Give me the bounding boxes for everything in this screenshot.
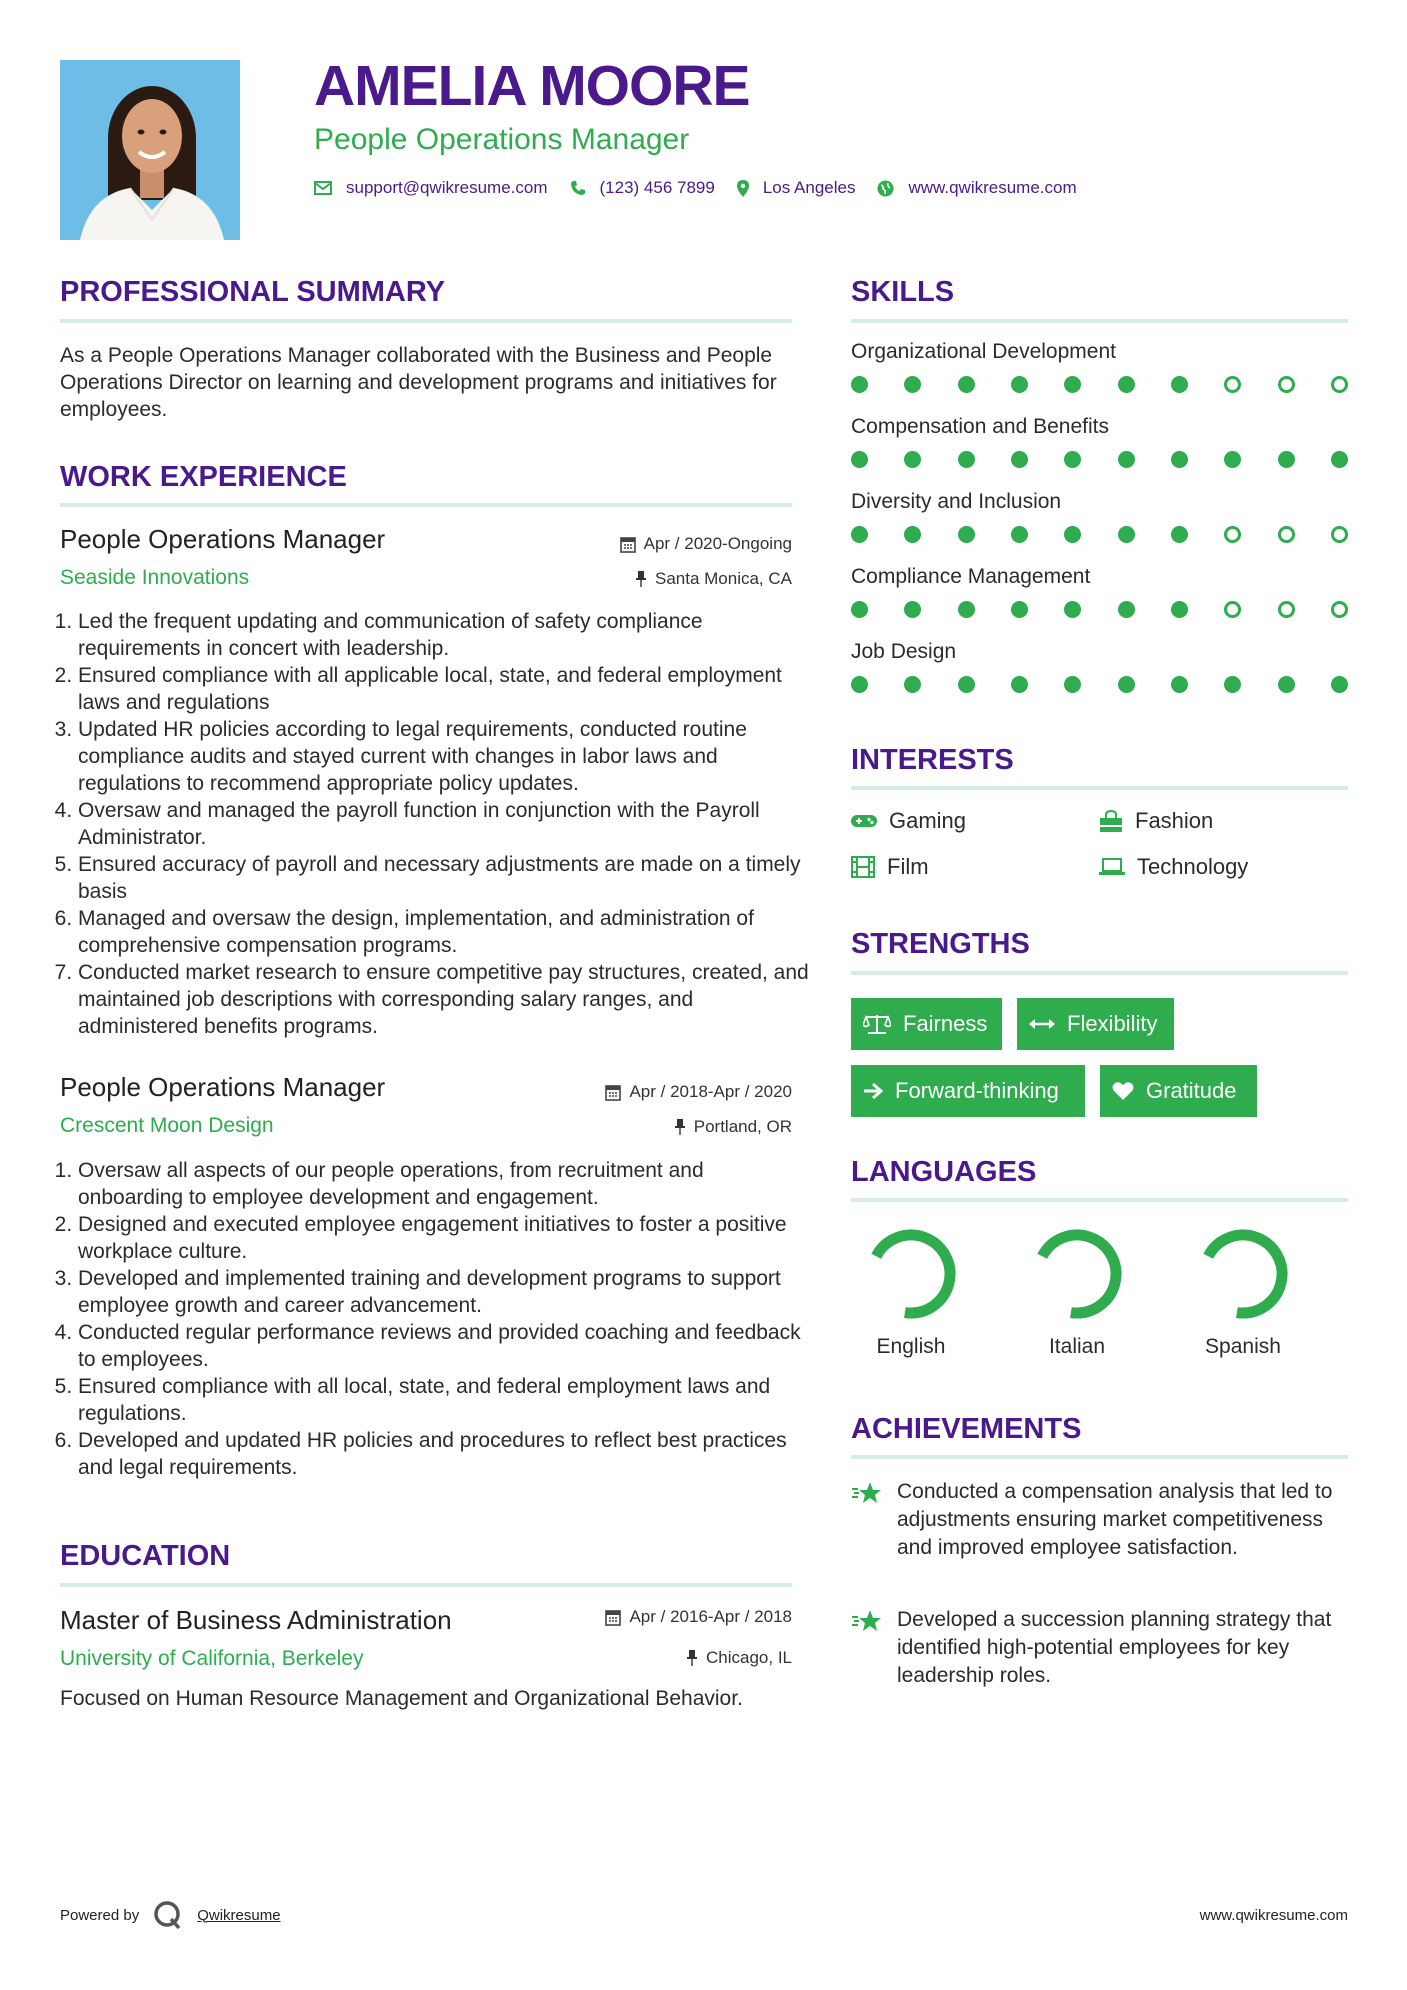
skill-dot-filled: [904, 376, 921, 393]
education-dates: [605, 1607, 792, 1627]
profile-photo: [60, 60, 240, 240]
pin-icon: [635, 571, 647, 587]
skill-dot-empty: [1278, 526, 1295, 543]
achievement-text: Developed a succession planning strategy that identified high-potential employees for key leadership roles.: [897, 1608, 1332, 1687]
powered-by-label: Powered by: [60, 1906, 140, 1924]
skill-name: Compliance Management: [851, 565, 1091, 588]
calendar-icon: [605, 1084, 621, 1101]
candidate-title: People Operations Manager: [314, 123, 690, 156]
contact-phone-text: (123) 456 7899: [599, 178, 715, 197]
list-item: 1. Led the frequent updating and communication of safety compliance requirements in concert with leadership.: [78, 608, 810, 662]
contact-location-text: Los Angeles: [762, 178, 856, 197]
skills-heading: SKILLS: [851, 276, 955, 308]
arrows-horizontal-icon: [1029, 1017, 1055, 1031]
list-item: 7. Conducted market research to ensure competitive pay structures, created, and maintained job descriptions with corresponding salary ranges, and administered benefits programs.: [78, 959, 810, 1040]
skill-dot-filled: [851, 601, 868, 618]
skill-dot-filled: [1064, 526, 1081, 543]
job-title: People Operations Manager: [60, 1072, 386, 1102]
skill-dot-filled: [1011, 676, 1028, 693]
skill-dot-filled: [1118, 676, 1135, 693]
skill-rating: [851, 601, 1348, 618]
skill-dot-empty: [1224, 376, 1241, 393]
language-level-arc: [1042, 1235, 1116, 1313]
candidate-name: AMELIA MOORE: [314, 54, 750, 118]
skill-dot-filled: [1171, 676, 1188, 693]
skill-row: [851, 565, 1348, 640]
list-item: 5. Ensured accuracy of payroll and necessary adjustments are made on a timely basis: [78, 851, 810, 905]
skill-dot-filled: [1118, 601, 1135, 618]
skill-name: Compensation and Benefits: [851, 415, 1109, 438]
skill-dot-filled: [1224, 676, 1241, 693]
job-1-bullets: [60, 608, 810, 1040]
skills-list: [851, 340, 1348, 715]
skill-dot-filled: [1064, 601, 1081, 618]
skill-dot-filled: [1064, 376, 1081, 393]
skill-name: Diversity and Inclusion: [851, 490, 1062, 513]
experience-heading: WORK EXPERIENCE: [60, 461, 347, 493]
summary-text: As a People Operations Manager collaborated with the Business and People Operations Director on learning and development programs and initiatives for employees.: [60, 344, 777, 421]
skill-row: [851, 490, 1348, 565]
footer-powered-by: [60, 1900, 281, 1930]
degree-title: Master of Business Administration: [60, 1605, 452, 1635]
job-company: Crescent Moon Design: [60, 1114, 274, 1137]
skill-dot-filled: [851, 451, 868, 468]
skill-dot-filled: [958, 601, 975, 618]
education-divider: [60, 1583, 792, 1587]
skill-dot-empty: [1331, 526, 1348, 543]
education-description: Focused on Human Resource Management and Organizational Behavior.: [60, 1687, 743, 1710]
skills-divider: [851, 319, 1348, 323]
list-item: 2. Ensured compliance with all applicable local, state, and federal employment laws and regulations: [78, 662, 810, 716]
list-item: 3. Developed and implemented training and development programs to support employee growth and career advancement.: [78, 1265, 810, 1319]
job-location: [674, 1117, 792, 1137]
skill-rating: [851, 376, 1348, 393]
education-dates-text: Apr / 2016-Apr / 2018: [629, 1607, 792, 1626]
experience-divider: [60, 503, 792, 507]
achievements-divider: [851, 1455, 1348, 1459]
skill-dot-filled: [1064, 676, 1081, 693]
skill-row: [851, 415, 1348, 490]
language-name: Spanish: [1205, 1335, 1281, 1358]
job-dates-text: Apr / 2018-Apr / 2020: [629, 1082, 792, 1101]
achievement-text: Conducted a compensation analysis that led to adjustments ensuring market competitiveness and improved employee satisfaction.: [897, 1480, 1333, 1559]
contact-email[interactable]: [314, 178, 548, 198]
skill-rating: [851, 676, 1348, 693]
skill-dot-filled: [1278, 676, 1295, 693]
skill-dot-empty: [1331, 601, 1348, 618]
interest-fashion: [1099, 808, 1213, 834]
skill-dot-filled: [1171, 376, 1188, 393]
job-entry-1: [60, 524, 792, 594]
school-name: University of California, Berkeley: [60, 1647, 364, 1670]
contact-email-text: support@qwikresume.com: [346, 178, 548, 197]
achievement-item: [851, 1478, 1348, 1562]
qwikresume-logo-icon: [153, 1900, 183, 1930]
strength-label: Flexibility: [1067, 1011, 1158, 1036]
strength-flexibility: [1017, 998, 1174, 1050]
strength-label: Forward-thinking: [895, 1078, 1059, 1103]
strength-label: Fairness: [903, 1011, 988, 1036]
job-title: People Operations Manager: [60, 524, 386, 554]
gamepad-icon: [851, 813, 877, 829]
interest-label: Technology: [1137, 854, 1249, 879]
language-italian: [1017, 1224, 1137, 1359]
skill-dot-filled: [851, 376, 868, 393]
skill-rating: [851, 526, 1348, 543]
skill-dot-filled: [958, 676, 975, 693]
language-name: English: [876, 1335, 946, 1358]
list-item: 6. Managed and oversaw the design, implementation, and administration of comprehensive compensation programs.: [78, 905, 810, 959]
language-level-ring: [1027, 1224, 1127, 1324]
calendar-icon: [620, 536, 636, 553]
skill-dot-filled: [1171, 601, 1188, 618]
skill-dot-filled: [1171, 526, 1188, 543]
interest-technology: [1099, 854, 1248, 880]
skill-dot-filled: [1064, 451, 1081, 468]
list-item: 6. Developed and updated HR policies and procedures to reflect best practices and legal requirements.: [78, 1427, 810, 1481]
job-2-bullets: [60, 1157, 810, 1481]
skill-dot-filled: [958, 451, 975, 468]
skill-dot-empty: [1278, 376, 1295, 393]
laptop-icon: [1099, 858, 1125, 876]
interest-label: Fashion: [1135, 808, 1214, 833]
skill-dot-filled: [1011, 451, 1028, 468]
skill-row: [851, 640, 1348, 715]
education-entry: [60, 1605, 792, 1675]
envelope-icon: [314, 181, 332, 195]
contact-website[interactable]: [877, 178, 1076, 198]
achievement-item: [851, 1606, 1348, 1690]
job-location-text: Santa Monica, CA: [654, 569, 792, 588]
star-badge-icon: [851, 1480, 883, 1508]
qwikresume-link[interactable]: Qwikresume: [197, 1906, 281, 1924]
map-marker-icon: [737, 180, 749, 197]
skill-dot-filled: [958, 376, 975, 393]
education-location: [686, 1648, 792, 1668]
skill-dot-empty: [1278, 601, 1295, 618]
strengths-heading: STRENGTHS: [851, 928, 1030, 960]
education-location-text: Chicago, IL: [706, 1648, 792, 1667]
language-english: [851, 1224, 971, 1359]
summary-divider: [60, 319, 792, 323]
skill-dot-filled: [1011, 376, 1028, 393]
skill-rating: [851, 451, 1348, 468]
skill-dot-filled: [958, 526, 975, 543]
skill-name: Job Design: [851, 640, 957, 663]
interest-film: [851, 854, 929, 880]
language-level-ring: [861, 1224, 961, 1324]
language-level-arc: [1208, 1235, 1282, 1313]
skill-dot-filled: [904, 451, 921, 468]
skill-row: [851, 340, 1348, 415]
contact-website-text: www.qwikresume.com: [908, 178, 1077, 197]
skill-dot-filled: [851, 526, 868, 543]
contact-location: [737, 178, 856, 198]
job-dates: [605, 1082, 792, 1102]
strengths-divider: [851, 971, 1348, 975]
achievements-heading: ACHIEVEMENTS: [851, 1413, 1082, 1445]
list-item: 2. Designed and executed employee engagement initiatives to foster a positive workplace culture.: [78, 1211, 810, 1265]
list-item: 4. Oversaw and managed the payroll function in conjunction with the Payroll Administrator.: [78, 797, 810, 851]
contact-bar: [314, 178, 1099, 198]
contact-phone[interactable]: [570, 178, 715, 198]
calendar-icon: [605, 1609, 621, 1626]
skill-dot-filled: [1118, 451, 1135, 468]
interests-heading: INTERESTS: [851, 744, 1014, 776]
skill-dot-filled: [1224, 451, 1241, 468]
languages-heading: LANGUAGES: [851, 1156, 1037, 1188]
skill-dot-empty: [1331, 376, 1348, 393]
film-icon: [851, 856, 875, 878]
shopping-bag-icon: [1099, 810, 1123, 832]
skill-dot-filled: [1171, 451, 1188, 468]
list-item: 3. Updated HR policies according to legal requirements, conducted routine compliance audits and stayed current with changes in labor laws and regulations to recommend appropriate policy updates.: [78, 716, 810, 797]
heart-icon: [1112, 1081, 1134, 1101]
language-spanish: [1183, 1224, 1303, 1359]
strength-gratitude: [1100, 1065, 1257, 1117]
language-level-ring: [1193, 1224, 1293, 1324]
skill-dot-filled: [1011, 601, 1028, 618]
skill-name: Organizational Development: [851, 340, 1116, 363]
languages-divider: [851, 1198, 1348, 1202]
language-level-arc: [876, 1235, 950, 1313]
interests-divider: [851, 786, 1348, 790]
job-dates: [620, 534, 792, 554]
pin-icon: [674, 1119, 686, 1135]
skill-dot-filled: [1118, 376, 1135, 393]
footer-website[interactable]: www.qwikresume.com: [1199, 1907, 1348, 1924]
list-item: 4. Conducted regular performance reviews and provided coaching and feedback to employees.: [78, 1319, 810, 1373]
education-heading: EDUCATION: [60, 1540, 231, 1572]
star-badge-icon: [851, 1608, 883, 1636]
skill-dot-empty: [1224, 601, 1241, 618]
job-dates-text: Apr / 2020-Ongoing: [643, 534, 792, 553]
list-item: 1. Oversaw all aspects of our people operations, from recruitment and onboarding to employee development and engagement.: [78, 1157, 810, 1211]
strength-fairness: [851, 998, 1002, 1050]
strength-forward-thinking: [851, 1065, 1085, 1117]
arrow-right-icon: [863, 1082, 883, 1100]
skill-dot-filled: [904, 676, 921, 693]
skill-dot-filled: [904, 526, 921, 543]
language-name: Italian: [1048, 1335, 1106, 1358]
strength-label: Gratitude: [1146, 1078, 1237, 1103]
skill-dot-empty: [1224, 526, 1241, 543]
job-company: Seaside Innovations: [60, 566, 250, 589]
list-item: 5. Ensured compliance with all local, state, and federal employment laws and regulations.: [78, 1373, 810, 1427]
phone-icon: [570, 180, 586, 196]
globe-icon: [877, 180, 894, 197]
skill-dot-filled: [851, 676, 868, 693]
skill-dot-filled: [1331, 451, 1348, 468]
pin-icon: [686, 1650, 698, 1666]
interest-gaming: [851, 808, 966, 834]
job-entry-2: [60, 1072, 792, 1142]
skill-dot-filled: [1331, 676, 1348, 693]
job-location: [635, 569, 792, 589]
skill-dot-filled: [1278, 451, 1295, 468]
interest-label: Gaming: [889, 808, 967, 833]
summary-heading: PROFESSIONAL SUMMARY: [60, 276, 446, 308]
job-location-text: Portland, OR: [693, 1117, 792, 1136]
skill-dot-filled: [1118, 526, 1135, 543]
skill-dot-filled: [1011, 526, 1028, 543]
interest-label: Film: [887, 854, 929, 879]
balance-scale-icon: [863, 1013, 891, 1035]
skill-dot-filled: [904, 601, 921, 618]
